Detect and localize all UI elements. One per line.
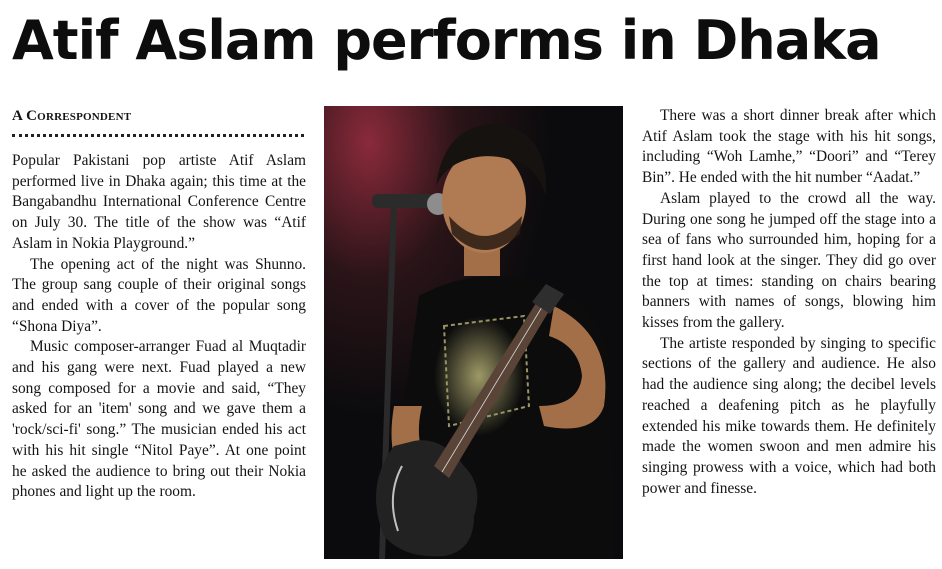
dotted-divider [12,134,304,137]
headline: Atif Aslam performs in Dhaka [12,9,881,72]
left-column [12,106,306,503]
article-paragraph: Popular Pakistani pop artiste Atif Aslam performed live in Dhaka again; this time at the Bangabandhu International Conference Centre on July 30. The title of the show was “Atif Aslam in Nokia Playground.” [12,152,306,252]
article-paragraph: Music composer-arranger Fuad al Muqtadir and his gang were next. Fuad played a new song composed for a movie and said, “They asked for an 'item' song and we gave them a 'rock/sci-fi' song.” The musician ended his act with his hit single “Nitol Paye”. At one point he asked the audience to bring out their Nokia phones and light up the room. [12,338,306,501]
article-paragraph: The opening act of the night was Shunno. The group sang couple of their original songs and ended with a cover of the popular song “Shona Diya”. [12,255,306,335]
byline: A Correspondent [12,108,132,124]
singer-with-guitar-illustration [324,106,623,559]
right-column [642,106,936,499]
article-paragraph: Aslam played to the crowd all the way. During one song he jumped off the stage into a sea of fans who surrounded him, hoping for a first hand look at the singer. They did go over the top at times: standing on chairs bearing banners with names of songs, blowing him kisses from the gallery. [642,189,936,332]
article-paragraph: The artiste responded by singing to specific sections of the gallery and audience. He also had the audience sing along; the decibel levels reached a deafening pitch as he playfully extended his mike towards them. He definitely made the women swoon and men admire his singing prowess with a voice, which had both power and finesse. [642,334,936,497]
article-paragraph: There was a short dinner break after which Atif Aslam took the stage with his hit songs, including “Woh Lamhe,” “Doori” and “Terey Bin”. He ended with the hit number “Aadat.” [642,107,936,187]
concert-photo [324,106,623,559]
